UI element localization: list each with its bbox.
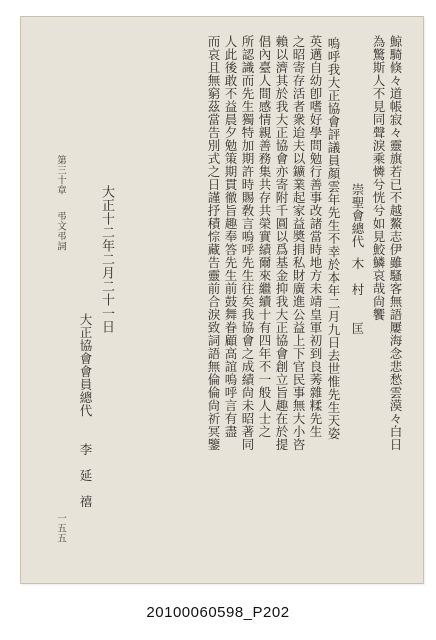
sender-name: 木 村 匡 [350,257,365,335]
sender-org: 崇聖會總代 [350,183,365,248]
document-page [20,16,424,584]
signature-org: 大正協會會員總代 [78,313,93,417]
document-date: 大正十二年二月二十一日 [99,185,114,334]
page-text-area [41,35,401,563]
margin-section: 弔文弔詞 [55,211,66,251]
body-line-2: 英邁自幼卽嗜好學問勉行善事改諸當時地方未靖皇軍初到良莠雜糅先生 [308,35,323,438]
body-line-4: 賴以濟其於我大正協會亦寄附千圓以爲基金抑我大正協會創立旨趣在於提 [274,35,289,451]
image-caption: 20100060598_P202 [146,604,290,621]
signature-name: 李 延 禧 [78,443,93,508]
page-number: 一五五 [55,513,66,543]
body-line-8: 而哀且無窮茲當告別式之日謹抒積悰藏告靈前合淚致詞語無倫倫尙祈冥鑒 [206,35,221,451]
body-line-3: 之昭寄存活者衆迨夫以鑛業起家益奬捐私財廣進公益上下官民事無大小咨 [291,35,306,451]
body-line-1: 嗚呼我大正協會評議員顏雲年先生不幸於本年二月九日去世惟先生天姿 [326,37,341,440]
body-line-5: 倡內臺人間感情親善務集共存共榮實績爾來繼續十有四年不一般人士之 [257,35,272,438]
body-line-7: 人此後敢不益晨夕勉策期貫徹旨趣奉答先生前鼓舞眷顧高誼嗚呼言有盡 [223,35,238,438]
poem-line-2: 為驚斯人不見同聲淚乘憐兮恍兮如見鮫鱗哀哉尙饗 [371,35,386,321]
margin-chapter: 第三十章 [55,155,66,195]
body-line-6: 所認識而先生獨特加期許時賜敎言嗚呼先生往矣我協會之成績尙未昭著同 [240,35,255,451]
poem-line-1: 鯨騎倏々道帳寂々靈旗若已不越鰲志伊雖騷客無語屢海念悲愁雲漠々白日 [388,35,403,451]
